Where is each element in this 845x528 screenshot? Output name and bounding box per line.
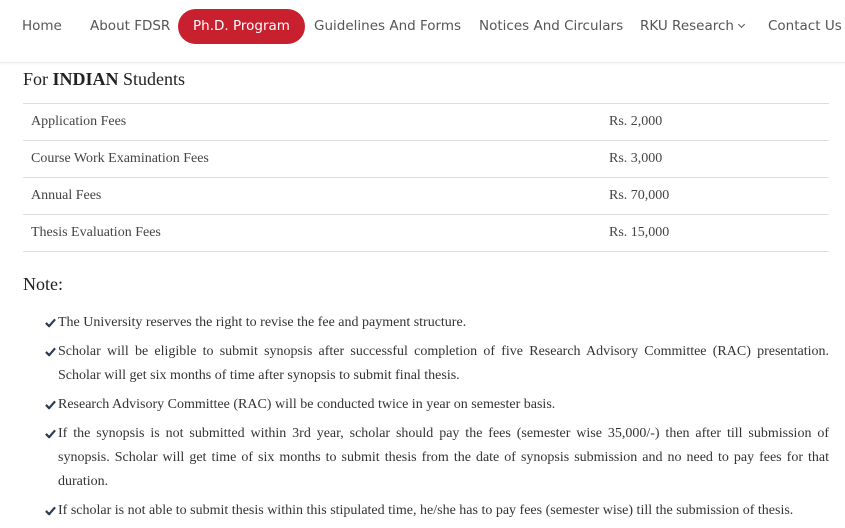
list-item — [45, 499, 829, 523]
title-prefix: For — [23, 69, 49, 89]
nav-home-link[interactable]: Home — [22, 18, 62, 34]
title-suffix: Students — [123, 69, 186, 89]
list-item — [45, 340, 829, 388]
fee-name: Annual Fees — [31, 188, 102, 203]
fee-amount: Rs. 70,000 — [609, 188, 670, 203]
fee-amount: Rs. 2,000 — [609, 114, 663, 129]
fee-name: Thesis Evaluation Fees — [31, 225, 161, 240]
nav-contact-link[interactable]: Contact Us — [768, 18, 842, 34]
note-text: If scholar is not able to submit thesis within this stipulated time, he/she has to pay fees (semester wise) till the submission of thesis. — [58, 503, 794, 518]
list-item — [45, 311, 829, 335]
table-row — [23, 215, 829, 252]
nav-phd-program-link[interactable]: Ph.D. Program — [178, 9, 305, 44]
nav-guidelines-link[interactable]: Guidelines And Forms — [314, 18, 462, 34]
fees-table — [23, 103, 829, 252]
fees-section-title — [23, 69, 185, 90]
note-text: If the synopsis is not submitted within 3rd year, scholar should pay the fees (semester wise 35,000/-) then after till submission of synopsis. Scholar will get time of six months to submit thesis from the date of synopsis submission and no need to pay fees for that duration. — [58, 426, 829, 489]
nav-research-dropdown[interactable] — [640, 9, 744, 44]
fee-amount: Rs. 15,000 — [609, 225, 670, 240]
check-icon — [45, 346, 56, 357]
note-text: Research Advisory Committee (RAC) will be conducted twice in year on semester basis. — [58, 397, 556, 412]
table-row — [23, 141, 829, 178]
table-row — [23, 178, 829, 215]
check-icon — [45, 399, 56, 410]
table-row — [23, 104, 829, 141]
note-title: Note: — [23, 274, 63, 294]
check-icon — [45, 317, 56, 328]
chevron-down-icon — [738, 21, 745, 28]
list-item — [45, 422, 829, 494]
nav-research-label: RKU Research — [640, 18, 734, 34]
fee-amount: Rs. 3,000 — [609, 151, 663, 166]
note-list — [45, 311, 829, 528]
check-icon — [45, 505, 56, 516]
nav-notices-link[interactable]: Notices And Circulars — [479, 18, 624, 34]
note-text: The University reserves the right to revise the fee and payment structure. — [58, 315, 467, 330]
nav-about-link[interactable]: About FDSR — [90, 18, 171, 34]
fee-name: Application Fees — [31, 114, 127, 129]
fee-name: Course Work Examination Fees — [31, 151, 209, 166]
note-text: Scholar will be eligible to submit synopsis after successful completion of five Research Advisory Committee (RAC) presentation. Scholar will get six months of time after synopsis to submit final thesis. — [58, 344, 829, 383]
main-navbar — [0, 0, 845, 63]
check-icon — [45, 428, 56, 439]
list-item — [45, 393, 829, 417]
title-emphasis: INDIAN — [52, 69, 119, 89]
